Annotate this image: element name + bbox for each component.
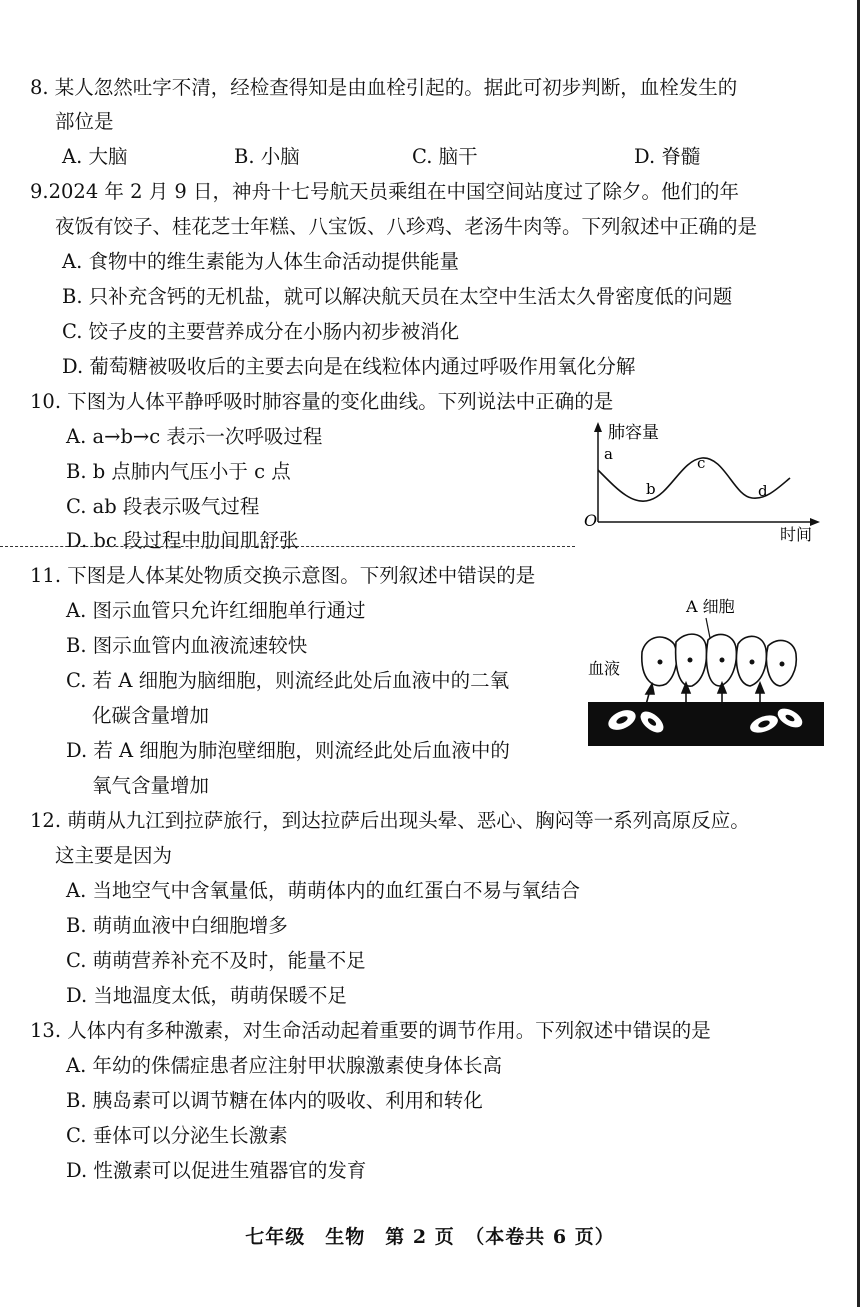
q9-option-d: D. 葡萄糖被吸收后的主要去向是在线粒体内通过呼吸作用氧化分解 (62, 355, 636, 378)
q12-option-a: A. 当地空气中含氧量低，萌萌体内的血红蛋白不易与氧结合 (66, 879, 580, 902)
lung-volume-graph (582, 418, 822, 546)
q11-option-a: A. 图示血管只允许红细胞单行通过 (66, 599, 366, 622)
graph-point-c: c (697, 454, 706, 472)
q11-option-b: B. 图示血管内血液流速较快 (66, 634, 308, 657)
graph-xlabel: 时间 (780, 525, 813, 544)
q10-option-c: C. ab 段表示吸气过程 (66, 495, 260, 518)
q13-option-d: D. 性激素可以促进生殖器官的发育 (66, 1159, 367, 1182)
graph-ylabel: 肺容量 (608, 423, 659, 443)
q10-option-d: D. bc 段过程中肋间肌舒张 (66, 529, 299, 552)
q11-option-d-line2: 氧气含量增加 (92, 774, 210, 797)
q8-option-d: D. 脊髓 (634, 145, 701, 168)
q12-stem-line1: 12. 萌萌从九江到拉萨旅行，到达拉萨后出现头晕、恶心、胸闷等一系列高原反应。 (30, 809, 750, 832)
q12-stem-line2: 这主要是因为 (55, 844, 173, 867)
q13-option-c: C. 垂体可以分泌生长激素 (66, 1124, 288, 1147)
q11-option-d-line1: D. 若 A 细胞为肺泡壁细胞，则流经此处后血液中的 (66, 739, 510, 762)
q9-option-c: C. 饺子皮的主要营养成分在小肠内初步被消化 (62, 320, 460, 343)
q13-stem: 13. 人体内有多种激素，对生命活动起着重要的调节作用。下列叙述中错误的是 (30, 1019, 711, 1042)
blood-label: 血液 (588, 659, 621, 678)
page-footer: 七年级 生物 第 2 页 （本卷共 6 页） (245, 1226, 615, 1248)
q8-option-b: B. 小脑 (234, 145, 300, 168)
graph-origin: O (584, 511, 598, 530)
q13-option-b: B. 胰岛素可以调节糖在体内的吸收、利用和转化 (66, 1089, 483, 1112)
q8-option-a: A. 大脑 (62, 145, 128, 168)
q11-stem: 11. 下图是人体某处物质交换示意图。下列叙述中错误的是 (30, 564, 536, 587)
q9-option-a: A. 食物中的维生素能为人体生命活动提供能量 (62, 250, 459, 273)
q10-stem: 10. 下图为人体平静呼吸时肺容量的变化曲线。下列说法中正确的是 (30, 390, 614, 413)
exchange-diagram (586, 590, 826, 750)
q9-stem-line1: 9.2024 年 2 月 9 日，神舟十七号航天员乘组在中国空间站度过了除夕。他们的年 (30, 180, 740, 203)
q10-option-b: B. b 点肺内气压小于 c 点 (66, 460, 291, 483)
q8-option-c: C. 脑干 (412, 145, 478, 168)
q8-stem-line1: 8. 某人忽然吐字不清，经检查得知是由血栓引起的。据此可初步判断，血栓发生的 (30, 76, 738, 99)
q9-stem-line2: 夜饭有饺子、桂花芝士年糕、八宝饭、八珍鸡、老汤牛肉等。下列叙述中正确的是 (55, 215, 758, 238)
q12-option-c: C. 萌萌营养补充不及时，能量不足 (66, 949, 366, 972)
graph-point-b: b (646, 480, 656, 498)
q13-option-a: A. 年幼的侏儒症患者应注射甲状腺激素使身体长高 (66, 1054, 502, 1077)
q9-option-b: B. 只补充含钙的无机盐，就可以解决航天员在太空中生活太久骨密度低的问题 (62, 285, 733, 308)
q8-stem-line2: 部位是 (55, 110, 114, 133)
q12-option-d: D. 当地温度太低，萌萌保暖不足 (66, 984, 347, 1007)
q11-option-c-line1: C. 若 A 细胞为脑细胞，则流经此处后血液中的二氧 (66, 669, 510, 692)
q11-option-c-line2: 化碳含量增加 (92, 704, 210, 727)
page-divider (0, 546, 575, 547)
tissue-cells (642, 634, 797, 686)
graph-point-a: a (604, 445, 613, 463)
cell-a-label: A 细胞 (686, 597, 735, 616)
graph-point-d: d (758, 482, 768, 500)
q12-option-b: B. 萌萌血液中白细胞增多 (66, 914, 288, 937)
q10-option-a: A. a→b→c 表示一次呼吸过程 (66, 425, 323, 448)
